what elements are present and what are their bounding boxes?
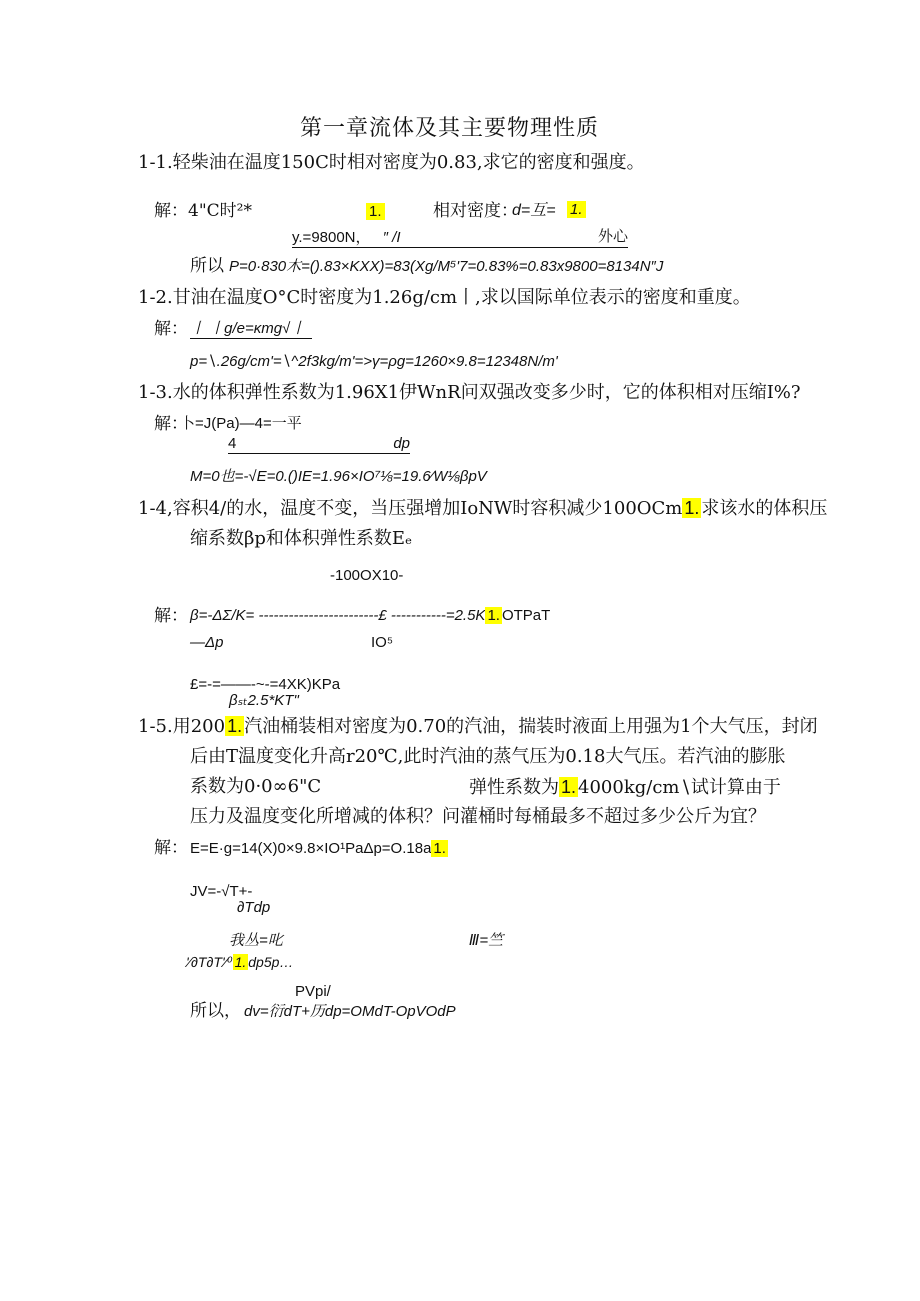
problem-1-5-partial-b: Ⅲ=竺 (469, 932, 504, 949)
problem-1-2-result: p=∖.26g/cm'=∖^2f3kg/m'=>γ=ρg=1260×9.8=12348N/m' (190, 353, 558, 370)
problem-1-4-fraction-numerator: -100OX10- (330, 567, 404, 584)
problem-1-5-final-formula: dv=衍dT+历dp=OMdT-OpVOdP (244, 1003, 456, 1020)
problem-1-4-denominator-a: —Δp (190, 634, 224, 651)
problem-1-5-highlight-b: 1. (561, 777, 577, 797)
problem-1-4-highlight-b: 1. (487, 607, 500, 624)
problem-1-4-question-b: 求该水的体积压 (701, 498, 828, 519)
problem-1-5-question-line2: 后由T温度变化升高r20℃,此时汽油的蒸气压为0.18大气压。若汽油的膨胀 (190, 746, 786, 767)
problem-1-4-solution-label: 解： (154, 606, 188, 626)
problem-1-1-ratio: ″ /I (382, 229, 401, 246)
problem-1-1-solution-label: 解：4"C时²* (154, 201, 252, 221)
problem-1-1-highlight-b: 1. (567, 201, 586, 218)
problem-1-5-question-line1 (138, 717, 818, 736)
problem-1-2-solution-label: 解： (154, 319, 188, 339)
problem-1-5-line3-b: 弹性系数为 (469, 777, 559, 798)
problem-1-4-formula (190, 608, 550, 623)
problem-1-4-highlight-a: 1. (684, 498, 700, 518)
problem-1-5-line3-c: 4000kg/cm∖试计算由于 (578, 777, 781, 798)
problem-1-4-formula-a: β=-ΔΣ/K= ------------------------£ -----------=2.5K (190, 607, 486, 624)
chapter-title: 第一章流体及其主要物理性质 (300, 116, 600, 141)
problem-1-4-question-line2: 缩系数βp和体积弹性系数Eₑ (190, 528, 413, 549)
problem-1-5-highlight-c: 1. (433, 840, 446, 857)
problem-1-5-highlight-d: 1. (234, 954, 247, 970)
problem-1-1-relative-density-formula: d=互= (512, 202, 556, 219)
problem-1-5-partial-line-a: '∕∂T∂T'∕⁰ (186, 954, 233, 970)
problem-1-3-result: M=0也=-√E=0.()IE=1.96×IO⁷⅛=19.6∕W⅛βpV (190, 468, 487, 485)
problem-1-4-question-line1 (138, 499, 827, 518)
problem-1-3-solution-label: 解： (154, 414, 188, 434)
problem-1-5-therefore: 所以， (190, 1001, 241, 1021)
problem-1-5-elastic (190, 841, 448, 856)
problem-1-1-question: 1-1.轻柴油在温度150C时相对密度为0.83,求它的密度和强度。 (138, 152, 645, 173)
problem-1-1-result: P=0·830木=().83×KXX)=83(Xg/M⁵'7=0.83%=0.83x9800=8134N″J (229, 258, 664, 275)
problem-1-2-question: 1-2.甘油在温度O°C时密度为1.26g/cm丨,求以国际单位表示的密度和重度。 (138, 287, 751, 308)
problem-1-4-elastic-result: £=-=——-~-=4XK)KPa (190, 676, 341, 693)
problem-1-1-highlight-a: 1. (366, 203, 385, 220)
problem-1-5-dv-denominator: ∂Tdp (237, 899, 271, 916)
problem-1-5-elastic-a: E=E·g=14(X)0×9.8×IO¹PaΔp=O.18a (190, 840, 432, 857)
problem-1-3-formula: 卜=J(Pa)—4=一平 (180, 415, 302, 432)
problem-1-3-frac-right: dp (393, 435, 410, 452)
problem-1-5-line1-a: 1-5.用200 (138, 716, 226, 737)
problem-1-3-question: 1-3.水的体积弹性系数为1.96X1伊WnR问双强改变多少时，它的体积相对压缩I%? (138, 382, 801, 403)
problem-1-1-therefore: 所以 (190, 256, 224, 276)
problem-1-1-gamma: y.=9800N， (292, 229, 371, 246)
problem-1-1-line2 (292, 227, 628, 248)
problem-1-3-fraction (228, 436, 410, 454)
problem-1-4-beta-value: βₛₜ2.5*KT" (229, 692, 299, 709)
problem-1-5-line1-b: 汽油桶装相对密度为0.70的汽油，揣装时液面上用强为1个大气压，封闭 (244, 716, 818, 737)
problem-1-5-pv: PVpi/ (295, 983, 331, 1000)
problem-1-2-conversion: 丨 丨g/e=κmg√丨 (190, 321, 312, 339)
problem-1-1-relative-density-label: 相对密度： (433, 201, 518, 221)
problem-1-5-solution-label: 解： (154, 838, 188, 858)
problem-1-3-frac-left: 4 (228, 435, 237, 452)
problem-1-1-outer: 外心 (597, 227, 628, 245)
problem-1-5-partial-a: 我丛=叱 (229, 932, 283, 949)
problem-1-4-formula-c: OTPaT (501, 607, 551, 624)
problem-1-5-question-line4: 压力及温度变化所增减的体积？问灌桶时每桶最多不超过多少公斤为宜？ (190, 806, 766, 827)
problem-1-5-question-line3-a: 系数为0·0∞6"C (190, 776, 322, 797)
problem-1-4-question-a: 1-4,容积4/的水，温度不变，当压强增加IoNW时容积减少100OCm (138, 498, 683, 519)
problem-1-5-partial-line (186, 955, 293, 969)
problem-1-5-highlight-a: 1. (227, 716, 243, 736)
problem-1-5-partial-line-b: dp5p… (248, 954, 294, 970)
problem-1-4-denominator-b: IO⁵ (371, 634, 394, 651)
problem-1-5-question-line3-b (469, 778, 781, 797)
problem-1-5-dv-formula: JV=-√T+- (190, 883, 253, 900)
